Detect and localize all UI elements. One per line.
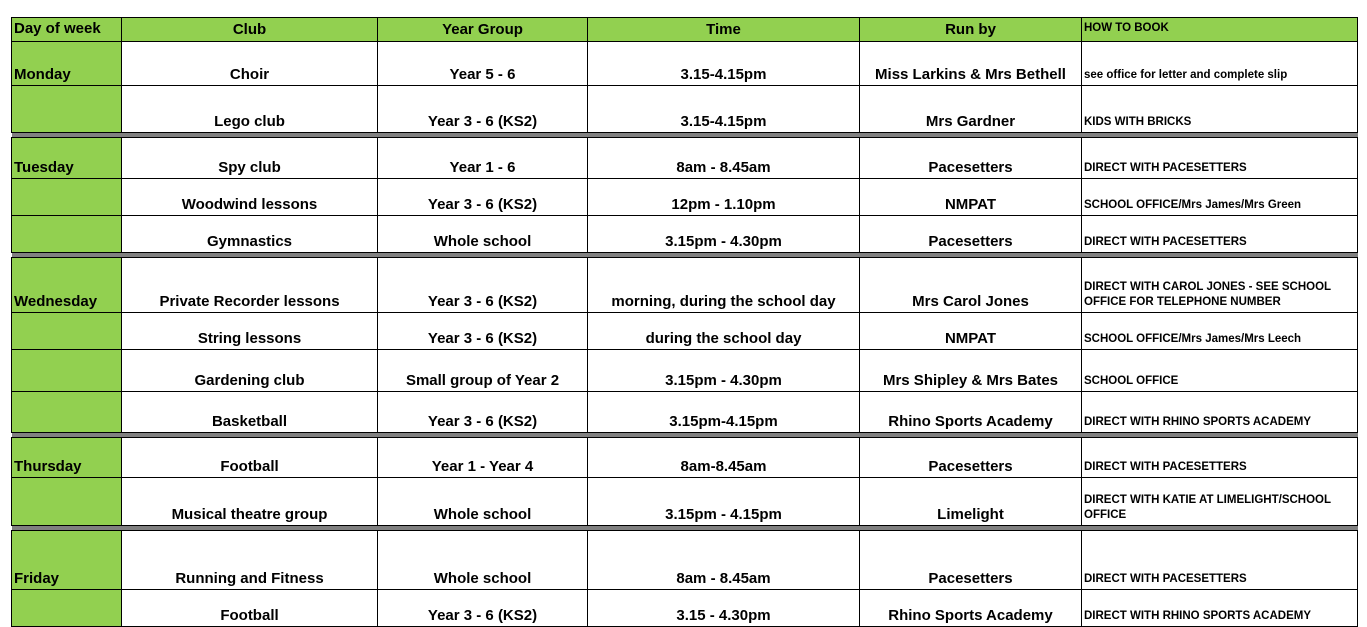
header-row: [12, 18, 1358, 42]
run-by-cell: Rhino Sports Academy: [860, 590, 1082, 627]
year-group-cell: Year 3 - 6 (KS2): [378, 86, 588, 133]
time-cell: 3.15pm - 4.30pm: [588, 216, 860, 253]
how-to-book-cell: DIRECT WITH PACESETTERS: [1082, 216, 1358, 253]
header-day: Day of week: [12, 18, 122, 42]
table-row: [12, 392, 1358, 433]
time-cell: 3.15pm-4.15pm: [588, 392, 860, 433]
header-how-to-book: HOW TO BOOK: [1082, 18, 1358, 42]
year-group-cell: Whole school: [378, 478, 588, 526]
club-cell: String lessons: [122, 313, 378, 350]
year-group-cell: Year 3 - 6 (KS2): [378, 179, 588, 216]
club-cell: Gymnastics: [122, 216, 378, 253]
header-year-group: Year Group: [378, 18, 588, 42]
year-group-cell: Year 3 - 6 (KS2): [378, 392, 588, 433]
club-cell: Choir: [122, 42, 378, 86]
club-cell: Lego club: [122, 86, 378, 133]
day-cell: [12, 392, 122, 433]
run-by-cell: Limelight: [860, 478, 1082, 526]
day-cell: Tuesday: [12, 138, 122, 179]
how-to-book-cell: DIRECT WITH KATIE AT LIMELIGHT/SCHOOL OFFICE: [1082, 478, 1358, 526]
year-group-cell: Year 3 - 6 (KS2): [378, 590, 588, 627]
header-time: Time: [588, 18, 860, 42]
day-cell: [12, 350, 122, 392]
club-cell: Football: [122, 438, 378, 478]
year-group-cell: Year 3 - 6 (KS2): [378, 258, 588, 313]
day-cell: [12, 86, 122, 133]
year-group-cell: Year 1 - 6: [378, 138, 588, 179]
how-to-book-cell: KIDS WITH BRICKS: [1082, 86, 1358, 133]
table-row: [12, 478, 1358, 526]
year-group-cell: Whole school: [378, 216, 588, 253]
run-by-cell: Miss Larkins & Mrs Bethell: [860, 42, 1082, 86]
day-cell: Friday: [12, 531, 122, 590]
club-cell: Musical theatre group: [122, 478, 378, 526]
time-cell: 8am - 8.45am: [588, 531, 860, 590]
how-to-book-cell: DIRECT WITH RHINO SPORTS ACADEMY: [1082, 590, 1358, 627]
year-group-cell: Year 1 - Year 4: [378, 438, 588, 478]
year-group-cell: Whole school: [378, 531, 588, 590]
how-to-book-cell: SCHOOL OFFICE: [1082, 350, 1358, 392]
table-row: [12, 86, 1358, 133]
day-cell: [12, 478, 122, 526]
run-by-cell: Pacesetters: [860, 216, 1082, 253]
day-cell: Thursday: [12, 438, 122, 478]
how-to-book-cell: SCHOOL OFFICE/Mrs James/Mrs Green: [1082, 179, 1358, 216]
table-row: [12, 42, 1358, 86]
time-cell: 3.15pm - 4.30pm: [588, 350, 860, 392]
time-cell: 3.15pm - 4.15pm: [588, 478, 860, 526]
table-row: [12, 138, 1358, 179]
how-to-book-cell: DIRECT WITH PACESETTERS: [1082, 438, 1358, 478]
table-row: [12, 258, 1358, 313]
club-cell: Woodwind lessons: [122, 179, 378, 216]
table-row: [12, 350, 1358, 392]
club-cell: Basketball: [122, 392, 378, 433]
day-cell: [12, 590, 122, 627]
time-cell: 8am-8.45am: [588, 438, 860, 478]
year-group-cell: Year 5 - 6: [378, 42, 588, 86]
run-by-cell: Mrs Shipley & Mrs Bates: [860, 350, 1082, 392]
clubs-timetable: [11, 17, 1358, 627]
table-row: [12, 531, 1358, 590]
table-row: [12, 590, 1358, 627]
table-row: [12, 216, 1358, 253]
year-group-cell: Small group of Year 2: [378, 350, 588, 392]
how-to-book-cell: SCHOOL OFFICE/Mrs James/Mrs Leech: [1082, 313, 1358, 350]
run-by-cell: NMPAT: [860, 313, 1082, 350]
run-by-cell: Pacesetters: [860, 138, 1082, 179]
run-by-cell: Pacesetters: [860, 438, 1082, 478]
club-cell: Football: [122, 590, 378, 627]
table-row: [12, 313, 1358, 350]
day-cell: Wednesday: [12, 258, 122, 313]
time-cell: morning, during the school day: [588, 258, 860, 313]
time-cell: 8am - 8.45am: [588, 138, 860, 179]
club-cell: Private Recorder lessons: [122, 258, 378, 313]
how-to-book-cell: DIRECT WITH CAROL JONES - SEE SCHOOL OFFICE FOR TELEPHONE NUMBER: [1082, 258, 1358, 313]
table-row: [12, 438, 1358, 478]
year-group-cell: Year 3 - 6 (KS2): [378, 313, 588, 350]
club-cell: Spy club: [122, 138, 378, 179]
club-cell: Gardening club: [122, 350, 378, 392]
header-club: Club: [122, 18, 378, 42]
run-by-cell: Pacesetters: [860, 531, 1082, 590]
how-to-book-cell: DIRECT WITH RHINO SPORTS ACADEMY: [1082, 392, 1358, 433]
time-cell: 12pm - 1.10pm: [588, 179, 860, 216]
how-to-book-cell: DIRECT WITH PACESETTERS: [1082, 531, 1358, 590]
how-to-book-cell: see office for letter and complete slip: [1082, 42, 1358, 86]
day-cell: [12, 313, 122, 350]
time-cell: 3.15 - 4.30pm: [588, 590, 860, 627]
table-row: [12, 179, 1358, 216]
run-by-cell: NMPAT: [860, 179, 1082, 216]
header-run-by: Run by: [860, 18, 1082, 42]
day-cell: [12, 179, 122, 216]
run-by-cell: Mrs Carol Jones: [860, 258, 1082, 313]
how-to-book-cell: DIRECT WITH PACESETTERS: [1082, 138, 1358, 179]
club-cell: Running and Fitness: [122, 531, 378, 590]
day-cell: [12, 216, 122, 253]
time-cell: 3.15-4.15pm: [588, 42, 860, 86]
time-cell: during the school day: [588, 313, 860, 350]
day-cell: Monday: [12, 42, 122, 86]
run-by-cell: Mrs Gardner: [860, 86, 1082, 133]
run-by-cell: Rhino Sports Academy: [860, 392, 1082, 433]
time-cell: 3.15-4.15pm: [588, 86, 860, 133]
